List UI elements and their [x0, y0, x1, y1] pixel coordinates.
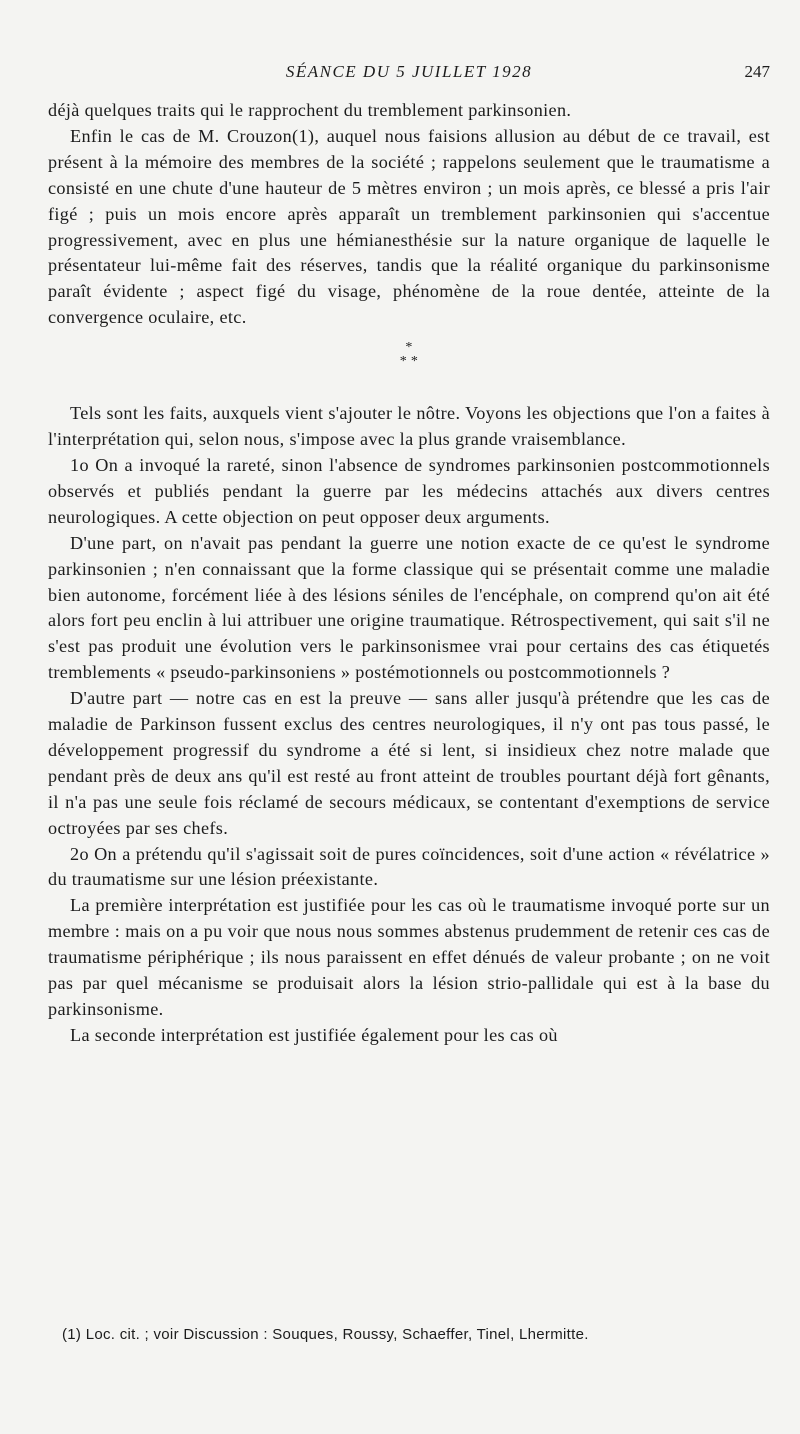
- asterism-bottom: * *: [399, 354, 419, 370]
- paragraph-2: Enfin le cas de M. Crouzon(1), auquel nous faisions allusion au début de ce travail, est présent à la mémoire des membres de la société ; rappelons seulement que le traumatisme a consisté en une chute d'une hauteur de 5 mètres environ ; un mois après, ce blessé a pris l'air figé ; puis un mois encore après apparaît un tremblement parkinsonien qui s'accentue progressivement, avec en plus une hémianesthésie sur la nature organique de laquelle le présentateur lui-même fait des réserves, tandis que la réalité organique du parkinsonisme paraît évidente ; aspect figé du visage, phénomène de la roue dentée, atteinte de la convergence oculaire, etc.: [48, 125, 770, 328]
- paragraph-7: 2o On a prétendu qu'il s'agissait soit de pures coïncidences, soit d'une action « révélatrice » du traumatisme sur une lésion préexistante.: [48, 843, 770, 890]
- running-head: SÉANCE DU 5 JUILLET 1928: [285, 62, 533, 81]
- paragraph-6: D'autre part — notre cas en est la preuve — sans aller jusqu'à prétendre que les cas de maladie de Parkinson fussent exclus des centres neurologiques, il n'y ont pas tous passé, le développement progressif du syndrome a été si lent, si insidieux chez notre malade que pendant près de deux ans qu'il est resté au front atteint de troubles pourtant déjà fort gênants, il n'a pas une seule fois réclamé de secours médicaux, se contentant d'exemptions de service octroyées par ses chefs.: [48, 688, 770, 838]
- paragraph-5: D'une part, on n'avait pas pendant la guerre une notion exacte de ce qu'est le syndrome parkinsonien ; n'en connaissant que la forme classique qui se présentait comme une maladie bien autonome, forcément liée à des lésions séniles de l'encéphale, on comprend qu'on ait été alors fort peu enclin à lui attribuer une origine traumatique. Rétrospectivement, qui sait s'il ne s'est pas produit une évolution vers le parkinsonismee vrai pour certains des cas étiquetés tremblements « pseudo-parkinsoniens » postémotionnels ou postcommotionnels ?: [48, 532, 770, 683]
- footnote: (1) Loc. cit. ; voir Discussion : Souques, Roussy, Schaeffer, Tinel, Lhermitte.: [62, 1326, 589, 1343]
- paragraph-9: La seconde interprétation est justifiée également pour les cas où: [70, 1024, 558, 1045]
- paragraph-8: La première interprétation est justifiée pour les cas où le traumatisme invoqué porte sur un membre : mais on a pu voir que nous nous sommes abstenus prudemment de retenir ces cas de traumatisme périphérique ; ils nous paraissent en effet dénués de valeur probante ; on ne voit pas par quel mécanisme se produisait alors la lésion strio-pallidale qui est à la base du parkinsonisme.: [48, 895, 770, 1019]
- paragraph-3: Tels sont les faits, auxquels vient s'ajouter le nôtre. Voyons les objections que l'on a faites à l'interprétation qui, selon nous, s'impose avec la plus grande vraisemblance.: [48, 403, 770, 450]
- asterism-top: *: [405, 340, 413, 356]
- page-number: 247: [744, 62, 770, 81]
- body-text: [48, 98, 770, 1049]
- paragraph-1: déjà quelques traits qui le rapprochent du tremblement parkinsonien.: [48, 100, 572, 120]
- section-asterism: [48, 331, 770, 401]
- paragraph-4: 1o On a invoqué la rareté, sinon l'absence de syndromes parkinsonien postcommotionnels observés et publiés pendant la guerre par les médecins attachés aux divers centres neurologiques. A cette objection on peut opposer deux arguments.: [48, 454, 770, 527]
- page-header: [48, 60, 770, 90]
